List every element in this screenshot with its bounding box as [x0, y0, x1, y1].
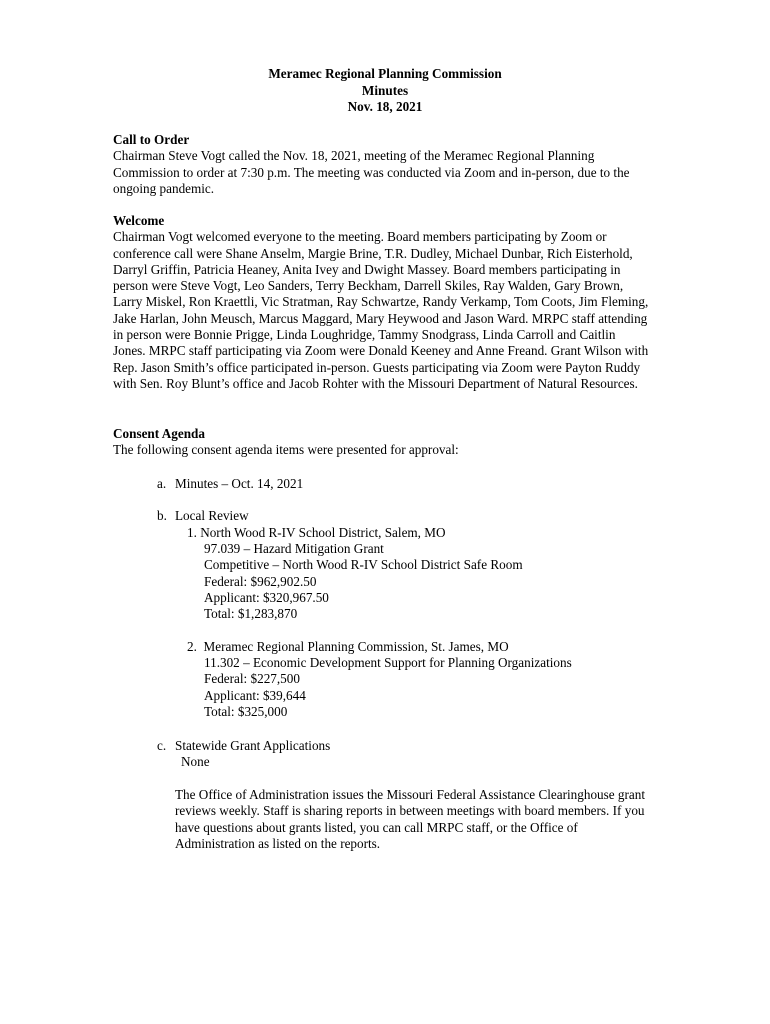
review-1-title: North Wood R-IV School District, Salem, MO — [200, 525, 446, 540]
call-to-order-heading: Call to Order — [113, 132, 190, 147]
call-to-order-section — [113, 132, 638, 197]
review-2-program: 11.302 – Economic Development Support for Planning Organizations — [204, 655, 572, 670]
consent-agenda-section — [113, 426, 653, 459]
review-2-number: 2. — [187, 639, 197, 654]
consent-agenda-intro: The following consent agenda items were presented for approval: — [113, 442, 459, 458]
local-review-2-details — [204, 655, 572, 720]
review-2-federal: Federal: $227,500 — [204, 671, 300, 687]
review-1-applicant: Applicant: $320,967.50 — [204, 589, 329, 605]
item-a-label: a. — [157, 476, 167, 491]
clearinghouse-note: The Office of Administration issues the Missouri Federal Assistance Clearinghouse grant reviews weekly. Staff is sharing reports in between meetings with board members. If you have questions about grants listed, you can call MRPC staff, or the Office of Administration as listed on the reports. — [175, 787, 646, 851]
meeting-date: Nov. 18, 2021 — [347, 99, 423, 114]
local-review-1 — [187, 525, 446, 541]
review-2-title: Meramec Regional Planning Commission, St. James, MO — [203, 639, 509, 654]
local-review-2 — [187, 639, 509, 655]
item-c-text: Statewide Grant Applications — [175, 738, 331, 753]
review-1-description: Competitive – North Wood R-IV School District Safe Room — [204, 557, 523, 573]
doc-title: Minutes — [361, 82, 409, 98]
review-1-number: 1. — [187, 525, 197, 540]
consent-agenda-heading: Consent Agenda — [113, 426, 205, 441]
item-b-label: b. — [157, 508, 167, 523]
local-review-1-details — [204, 541, 523, 622]
statewide-none: None — [181, 754, 210, 769]
document-header — [0, 66, 770, 116]
welcome-heading: Welcome — [113, 213, 165, 228]
agenda-item-a — [157, 476, 657, 492]
agenda-item-c — [157, 738, 657, 754]
org-title: Meramec Regional Planning Commission — [268, 66, 502, 81]
call-to-order-body: Chairman Steve Vogt called the Nov. 18, 2021, meeting of the Meramec Regional Planning Commission to order at 7:30 p.m. The meeting was conducted via Zoom and in-person, due to the ongoing pandemic. — [113, 148, 630, 196]
review-1-total: Total: $1,283,870 — [204, 606, 298, 622]
welcome-section — [113, 213, 651, 392]
review-1-program: 97.039 – Hazard Mitigation Grant — [204, 541, 384, 556]
agenda-item-b — [157, 508, 657, 524]
welcome-body: Chairman Vogt welcomed everyone to the meeting. Board members participating by Zoom or conference call were Shane Anselm, Margie Brine, T.R. Dudley, Michael Dunbar, Rich Eisterhold, Darryl Griffin, Patricia Heaney, Anita Ivey and Dwight Massey. Board members participating in person were Steve Vogt, Leo Sanders, Terry Beckham, Darrell Skiles, Ray Walden, Gary Brown, Larry Miskel, Ron Kraettli, Vic Stratman, Ray Schwartze, Randy Verkamp, Tom Coots, Jim Fleming, Jake Harlan, John Meusch, Marcus Maggard, Mary Heywood and Jason Ward. MRPC staff attending in person were Bonnie Prigge, Linda Loughridge, Tammy Snodgrass, Linda Carroll and Caitlin Jones. MRPC staff participating via Zoom were Donald Keeney and Anne Freand. Grant Wilson with Rep. Jason Smith’s office participated in-person. Guests participating via Zoom were Payton Ruddy with Sen. Roy Blunt’s office and Jacob Rohter with the Missouri Department of Natural Resources. — [113, 229, 649, 391]
item-c-label: c. — [157, 738, 167, 753]
review-2-applicant: Applicant: $39,644 — [204, 687, 306, 703]
item-b-text: Local Review — [175, 508, 249, 523]
review-1-federal: Federal: $962,902.50 — [204, 573, 317, 589]
review-2-total: Total: $325,000 — [204, 703, 288, 719]
item-a-text: Minutes – Oct. 14, 2021 — [175, 476, 304, 491]
